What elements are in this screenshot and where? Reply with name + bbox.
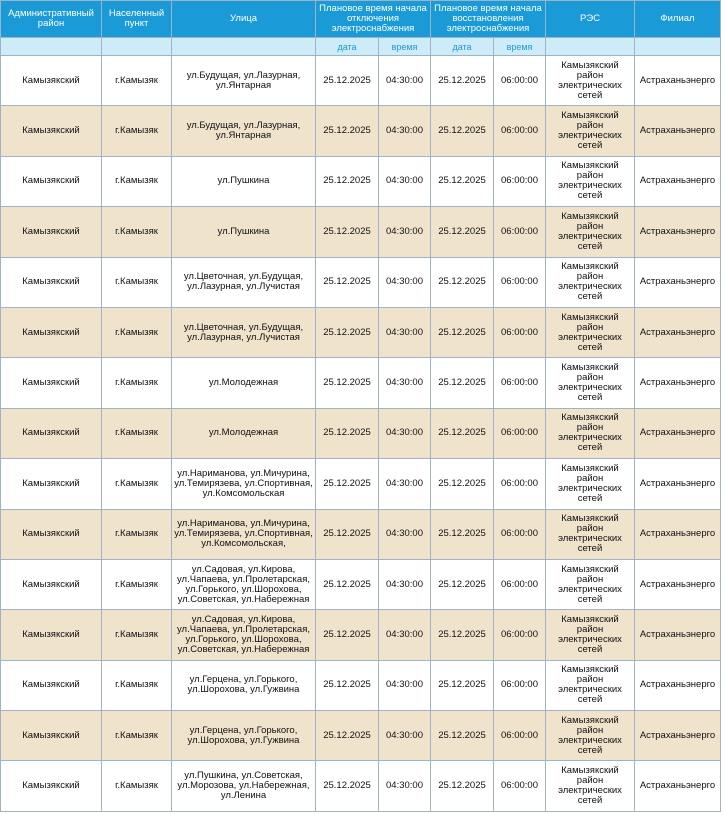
cell-street: ул.Молодежная (172, 408, 316, 458)
table-row (1, 358, 721, 408)
cell-branch: Астраханьэнерго (635, 509, 721, 559)
cell-on-time: 06:00:00 (494, 459, 546, 509)
subheader-empty (172, 38, 316, 56)
table-header (1, 1, 721, 56)
header-off-start: Плановое время начала отключения электроснабжения (316, 1, 431, 38)
cell-on-time: 06:00:00 (494, 610, 546, 660)
cell-off-date: 25.12.2025 (316, 358, 379, 408)
cell-district: Камызякский (1, 207, 102, 257)
cell-street: ул.Герцена, ул.Горького, ул.Шорохова, ул.Гужвина (172, 660, 316, 710)
cell-district: Камызякский (1, 459, 102, 509)
subheader-on-time: время (494, 38, 546, 56)
cell-res: Камызякский район электрических сетей (546, 207, 635, 257)
cell-locality: г.Камызяк (102, 610, 172, 660)
cell-on-time: 06:00:00 (494, 408, 546, 458)
cell-off-date: 25.12.2025 (316, 207, 379, 257)
table-row (1, 711, 721, 761)
cell-on-date: 25.12.2025 (431, 257, 494, 307)
cell-off-time: 04:30:00 (379, 257, 431, 307)
table-row (1, 106, 721, 156)
cell-on-time: 06:00:00 (494, 156, 546, 206)
cell-street: ул.Нариманова, ул.Мичурина, ул.Темирязева, ул.Спортивная, ул.Комсомольская, (172, 509, 316, 559)
cell-branch: Астраханьэнерго (635, 610, 721, 660)
cell-res: Камызякский район электрических сетей (546, 559, 635, 609)
cell-district: Камызякский (1, 660, 102, 710)
cell-on-date: 25.12.2025 (431, 559, 494, 609)
cell-locality: г.Камызяк (102, 207, 172, 257)
table-row (1, 156, 721, 206)
cell-branch: Астраханьэнерго (635, 711, 721, 761)
cell-district: Камызякский (1, 408, 102, 458)
cell-off-date: 25.12.2025 (316, 459, 379, 509)
table-row (1, 207, 721, 257)
cell-off-time: 04:30:00 (379, 358, 431, 408)
header-street: Улица (172, 1, 316, 38)
cell-off-date: 25.12.2025 (316, 509, 379, 559)
cell-on-time: 06:00:00 (494, 106, 546, 156)
cell-branch: Астраханьэнерго (635, 358, 721, 408)
cell-off-date: 25.12.2025 (316, 307, 379, 357)
cell-branch: Астраханьэнерго (635, 559, 721, 609)
cell-locality: г.Камызяк (102, 358, 172, 408)
cell-street: ул.Пушкина, ул.Советская, ул.Морозова, ул.Набережная, ул.Ленина (172, 761, 316, 811)
cell-locality: г.Камызяк (102, 559, 172, 609)
cell-off-date: 25.12.2025 (316, 711, 379, 761)
cell-on-date: 25.12.2025 (431, 610, 494, 660)
cell-off-time: 04:30:00 (379, 156, 431, 206)
cell-on-date: 25.12.2025 (431, 56, 494, 106)
table-row (1, 761, 721, 811)
cell-district: Камызякский (1, 610, 102, 660)
subheader-off-time: время (379, 38, 431, 56)
subheader-off-date: дата (316, 38, 379, 56)
cell-branch: Астраханьэнерго (635, 207, 721, 257)
cell-branch: Астраханьэнерго (635, 156, 721, 206)
table-row (1, 559, 721, 609)
cell-branch: Астраханьэнерго (635, 307, 721, 357)
cell-district: Камызякский (1, 711, 102, 761)
cell-res: Камызякский район электрических сетей (546, 408, 635, 458)
cell-on-date: 25.12.2025 (431, 761, 494, 811)
header-res: РЭС (546, 1, 635, 38)
cell-off-time: 04:30:00 (379, 711, 431, 761)
cell-off-time: 04:30:00 (379, 408, 431, 458)
cell-street: ул.Нариманова, ул.Мичурина, ул.Темирязева, ул.Спортивная, ул.Комсомольская (172, 459, 316, 509)
cell-res: Камызякский район электрических сетей (546, 358, 635, 408)
subheader-empty (102, 38, 172, 56)
cell-street: ул.Будущая, ул.Лазурная, ул.Янтарная (172, 106, 316, 156)
table-row (1, 56, 721, 106)
cell-off-time: 04:30:00 (379, 761, 431, 811)
cell-off-time: 04:30:00 (379, 459, 431, 509)
cell-district: Камызякский (1, 358, 102, 408)
cell-on-time: 06:00:00 (494, 660, 546, 710)
header-restore: Плановое время начала восстановления электроснабжения (431, 1, 546, 38)
table-row (1, 509, 721, 559)
cell-locality: г.Камызяк (102, 459, 172, 509)
cell-locality: г.Камызяк (102, 257, 172, 307)
cell-locality: г.Камызяк (102, 509, 172, 559)
cell-on-time: 06:00:00 (494, 559, 546, 609)
cell-branch: Астраханьэнерго (635, 106, 721, 156)
cell-locality: г.Камызяк (102, 106, 172, 156)
table-row (1, 610, 721, 660)
cell-off-date: 25.12.2025 (316, 257, 379, 307)
header-locality: Населенный пункт (102, 1, 172, 38)
cell-branch: Астраханьэнерго (635, 761, 721, 811)
cell-locality: г.Камызяк (102, 307, 172, 357)
cell-on-time: 06:00:00 (494, 257, 546, 307)
cell-district: Камызякский (1, 559, 102, 609)
cell-branch: Астраханьэнерго (635, 56, 721, 106)
cell-street: ул.Садовая, ул.Кирова, ул.Чапаева, ул.Пролетарская, ул.Горького, ул.Шорохова, ул.Советская, ул.Набережная (172, 559, 316, 609)
cell-res: Камызякский район электрических сетей (546, 660, 635, 710)
cell-off-time: 04:30:00 (379, 610, 431, 660)
cell-off-time: 04:30:00 (379, 307, 431, 357)
cell-res: Камызякский район электрических сетей (546, 509, 635, 559)
table-row (1, 660, 721, 710)
cell-district: Камызякский (1, 257, 102, 307)
cell-district: Камызякский (1, 761, 102, 811)
cell-district: Камызякский (1, 156, 102, 206)
cell-on-time: 06:00:00 (494, 207, 546, 257)
cell-off-date: 25.12.2025 (316, 660, 379, 710)
cell-res: Камызякский район электрических сетей (546, 610, 635, 660)
cell-on-time: 06:00:00 (494, 358, 546, 408)
cell-locality: г.Камызяк (102, 408, 172, 458)
cell-res: Камызякский район электрических сетей (546, 307, 635, 357)
table-row (1, 307, 721, 357)
cell-street: ул.Пушкина (172, 207, 316, 257)
cell-res: Камызякский район электрических сетей (546, 711, 635, 761)
cell-locality: г.Камызяк (102, 660, 172, 710)
cell-off-time: 04:30:00 (379, 207, 431, 257)
table-row (1, 408, 721, 458)
cell-res: Камызякский район электрических сетей (546, 761, 635, 811)
subheader-on-date: дата (431, 38, 494, 56)
cell-street: ул.Пушкина (172, 156, 316, 206)
cell-on-date: 25.12.2025 (431, 660, 494, 710)
cell-on-date: 25.12.2025 (431, 207, 494, 257)
cell-district: Камызякский (1, 56, 102, 106)
cell-street: ул.Герцена, ул.Горького, ул.Шорохова, ул.Гужвина (172, 711, 316, 761)
cell-off-time: 04:30:00 (379, 56, 431, 106)
cell-on-time: 06:00:00 (494, 56, 546, 106)
cell-street: ул.Цветочная, ул.Будущая, ул.Лазурная, ул.Лучистая (172, 257, 316, 307)
subheader-empty (546, 38, 635, 56)
cell-locality: г.Камызяк (102, 56, 172, 106)
cell-on-time: 06:00:00 (494, 509, 546, 559)
cell-off-time: 04:30:00 (379, 106, 431, 156)
cell-street: ул.Будущая, ул.Лазурная, ул.Янтарная (172, 56, 316, 106)
cell-res: Камызякский район электрических сетей (546, 459, 635, 509)
cell-on-date: 25.12.2025 (431, 711, 494, 761)
cell-on-date: 25.12.2025 (431, 408, 494, 458)
cell-street: ул.Молодежная (172, 358, 316, 408)
cell-on-time: 06:00:00 (494, 711, 546, 761)
cell-branch: Астраханьэнерго (635, 660, 721, 710)
cell-branch: Астраханьэнерго (635, 408, 721, 458)
cell-district: Камызякский (1, 307, 102, 357)
cell-district: Камызякский (1, 106, 102, 156)
cell-locality: г.Камызяк (102, 761, 172, 811)
header-district: Административный район (1, 1, 102, 38)
cell-on-date: 25.12.2025 (431, 509, 494, 559)
cell-branch: Астраханьэнерго (635, 459, 721, 509)
cell-on-date: 25.12.2025 (431, 156, 494, 206)
cell-on-time: 06:00:00 (494, 761, 546, 811)
cell-branch: Астраханьэнерго (635, 257, 721, 307)
cell-district: Камызякский (1, 509, 102, 559)
table-row (1, 459, 721, 509)
cell-res: Камызякский район электрических сетей (546, 257, 635, 307)
cell-off-date: 25.12.2025 (316, 408, 379, 458)
cell-res: Камызякский район электрических сетей (546, 56, 635, 106)
header-branch: Филиал (635, 1, 721, 38)
cell-off-date: 25.12.2025 (316, 156, 379, 206)
cell-off-date: 25.12.2025 (316, 106, 379, 156)
cell-on-date: 25.12.2025 (431, 459, 494, 509)
cell-locality: г.Камызяк (102, 156, 172, 206)
cell-on-date: 25.12.2025 (431, 358, 494, 408)
cell-on-date: 25.12.2025 (431, 307, 494, 357)
cell-street: ул.Садовая, ул.Кирова, ул.Чапаева, ул.Пролетарская, ул.Горького, ул.Шорохова, ул.Советская, ул.Набережная (172, 610, 316, 660)
cell-off-date: 25.12.2025 (316, 559, 379, 609)
table-row (1, 257, 721, 307)
cell-street: ул.Цветочная, ул.Будущая, ул.Лазурная, ул.Лучистая (172, 307, 316, 357)
table-body (1, 56, 721, 812)
cell-off-time: 04:30:00 (379, 559, 431, 609)
cell-locality: г.Камызяк (102, 711, 172, 761)
cell-off-date: 25.12.2025 (316, 56, 379, 106)
cell-res: Камызякский район электрических сетей (546, 106, 635, 156)
cell-off-date: 25.12.2025 (316, 761, 379, 811)
cell-on-time: 06:00:00 (494, 307, 546, 357)
cell-on-date: 25.12.2025 (431, 106, 494, 156)
cell-off-time: 04:30:00 (379, 509, 431, 559)
cell-off-time: 04:30:00 (379, 660, 431, 710)
cell-res: Камызякский район электрических сетей (546, 156, 635, 206)
subheader-empty (635, 38, 721, 56)
cell-off-date: 25.12.2025 (316, 610, 379, 660)
subheader-empty (1, 38, 102, 56)
